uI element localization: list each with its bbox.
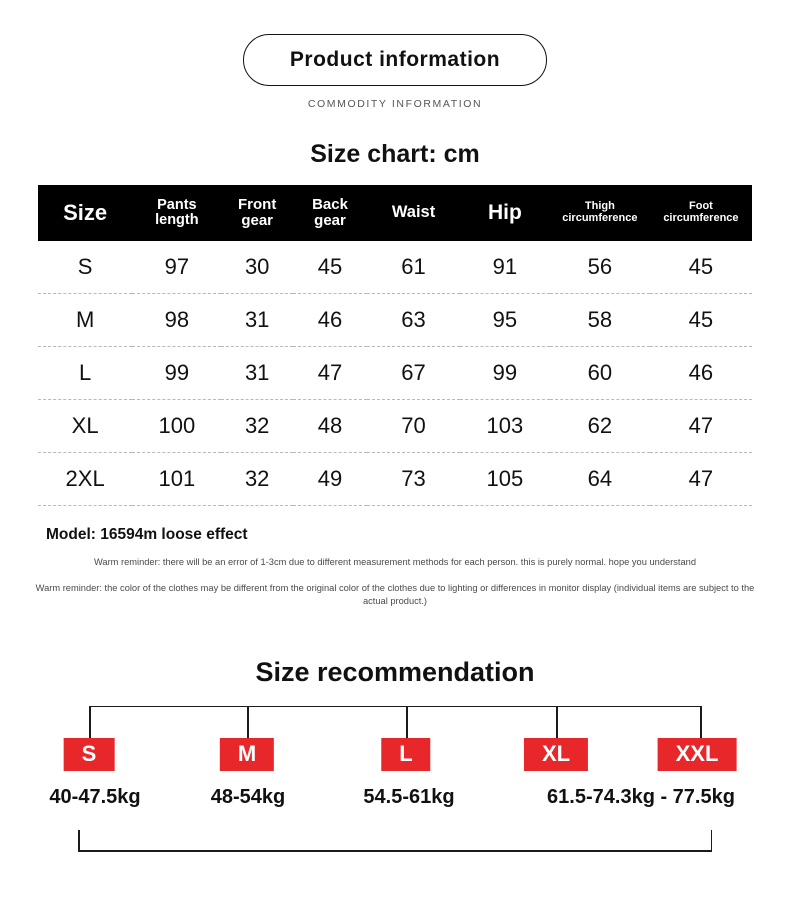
bracket-top-line (89, 706, 701, 708)
page-subtitle: COMMODITY INFORMATION (307, 98, 483, 110)
size-chart-title: Size chart: cm (310, 140, 480, 168)
size-chip-s: S (64, 738, 115, 771)
size-recommendation-area (0, 706, 790, 876)
cell-hip: 91 (460, 241, 550, 294)
bracket-bottom-line (78, 850, 712, 852)
cell-front-gear: 30 (221, 241, 292, 294)
column-header-thigh-circumference: Thigh circumference (550, 185, 650, 241)
bracket-tick-l (406, 706, 408, 738)
size-chip-l: L (381, 738, 430, 771)
table-row (38, 294, 752, 347)
cell-pants-length: 99 (132, 347, 221, 400)
weight-row (0, 786, 790, 816)
column-header-size: Size (38, 185, 132, 241)
cell-size: XL (38, 400, 132, 453)
cell-pants-length: 97 (132, 241, 221, 294)
table-row (38, 453, 752, 506)
column-header-pants-length: Pants length (132, 185, 221, 241)
cell-foot: 46 (650, 347, 752, 400)
size-recommendation-title: Size recommendation (255, 656, 535, 687)
reminder-measurement: Warm reminder: there will be an error of 1-3cm due to different measurement methods for each person. this is purely normal. hope you understand (93, 557, 696, 568)
reminder-color: Warm reminder: the color of the clothes may be different from the original color of the clothes due to lighting or differences in monitor display (individual items are subject to the actual product.) (35, 582, 755, 607)
cell-back-gear: 48 (293, 400, 367, 453)
cell-front-gear: 31 (221, 347, 292, 400)
size-chip-xl: XL (524, 738, 588, 771)
bracket-tick-m (247, 706, 249, 738)
column-header-waist: Waist (367, 185, 460, 241)
cell-waist: 73 (367, 453, 460, 506)
column-header-hip: Hip (460, 185, 550, 241)
cell-size: S (38, 241, 132, 294)
column-header-back-gear: Back gear (293, 185, 367, 241)
cell-thigh: 62 (550, 400, 650, 453)
cell-size: 2XL (38, 453, 132, 506)
size-chip-m: M (220, 738, 274, 771)
cell-thigh: 60 (550, 347, 650, 400)
cell-thigh: 58 (550, 294, 650, 347)
table-header-row (38, 185, 752, 241)
cell-foot: 45 (650, 294, 752, 347)
table-row (38, 347, 752, 400)
cell-back-gear: 47 (293, 347, 367, 400)
model-note: Model: 16594m loose effect (46, 526, 248, 544)
cell-back-gear: 49 (293, 453, 367, 506)
cell-hip: 95 (460, 294, 550, 347)
table-header (38, 185, 752, 241)
column-header-foot-circumference: Foot circumference (650, 185, 752, 241)
cell-waist: 63 (367, 294, 460, 347)
bracket-tick-xxl (700, 706, 702, 738)
cell-waist: 70 (367, 400, 460, 453)
cell-front-gear: 31 (221, 294, 292, 347)
bracket-tick-s (89, 706, 91, 738)
cell-thigh: 56 (550, 241, 650, 294)
cell-waist: 67 (367, 347, 460, 400)
cell-size: L (38, 347, 132, 400)
cell-foot: 47 (650, 400, 752, 453)
cell-hip: 103 (460, 400, 550, 453)
cell-foot: 47 (650, 453, 752, 506)
weight-s: 40-47.5kg (49, 785, 141, 808)
bracket-tick-xl (556, 706, 558, 738)
cell-hip: 99 (460, 347, 550, 400)
size-chart-table (38, 185, 752, 506)
cell-back-gear: 45 (293, 241, 367, 294)
table-row (38, 241, 752, 294)
cell-pants-length: 100 (132, 400, 221, 453)
cell-back-gear: 46 (293, 294, 367, 347)
table-body (38, 241, 752, 506)
cell-waist: 61 (367, 241, 460, 294)
cell-foot: 45 (650, 241, 752, 294)
size-chart-table-wrap (38, 185, 752, 506)
weight-l: 54.5-61kg (363, 785, 455, 808)
weight-m: 48-54kg (210, 785, 286, 808)
column-header-front-gear: Front gear (221, 185, 292, 241)
cell-size: M (38, 294, 132, 347)
size-chip-xxl: XXL (658, 738, 737, 771)
cell-front-gear: 32 (221, 453, 292, 506)
page-title: Product information (243, 34, 547, 86)
cell-hip: 105 (460, 453, 550, 506)
cell-pants-length: 101 (132, 453, 221, 506)
cell-thigh: 64 (550, 453, 650, 506)
cell-pants-length: 98 (132, 294, 221, 347)
size-chip-row (0, 738, 790, 778)
page-header (0, 0, 790, 110)
cell-front-gear: 32 (221, 400, 292, 453)
weight-xl: 61.5-74.3kg - 77.5kg (547, 785, 735, 808)
table-row (38, 400, 752, 453)
